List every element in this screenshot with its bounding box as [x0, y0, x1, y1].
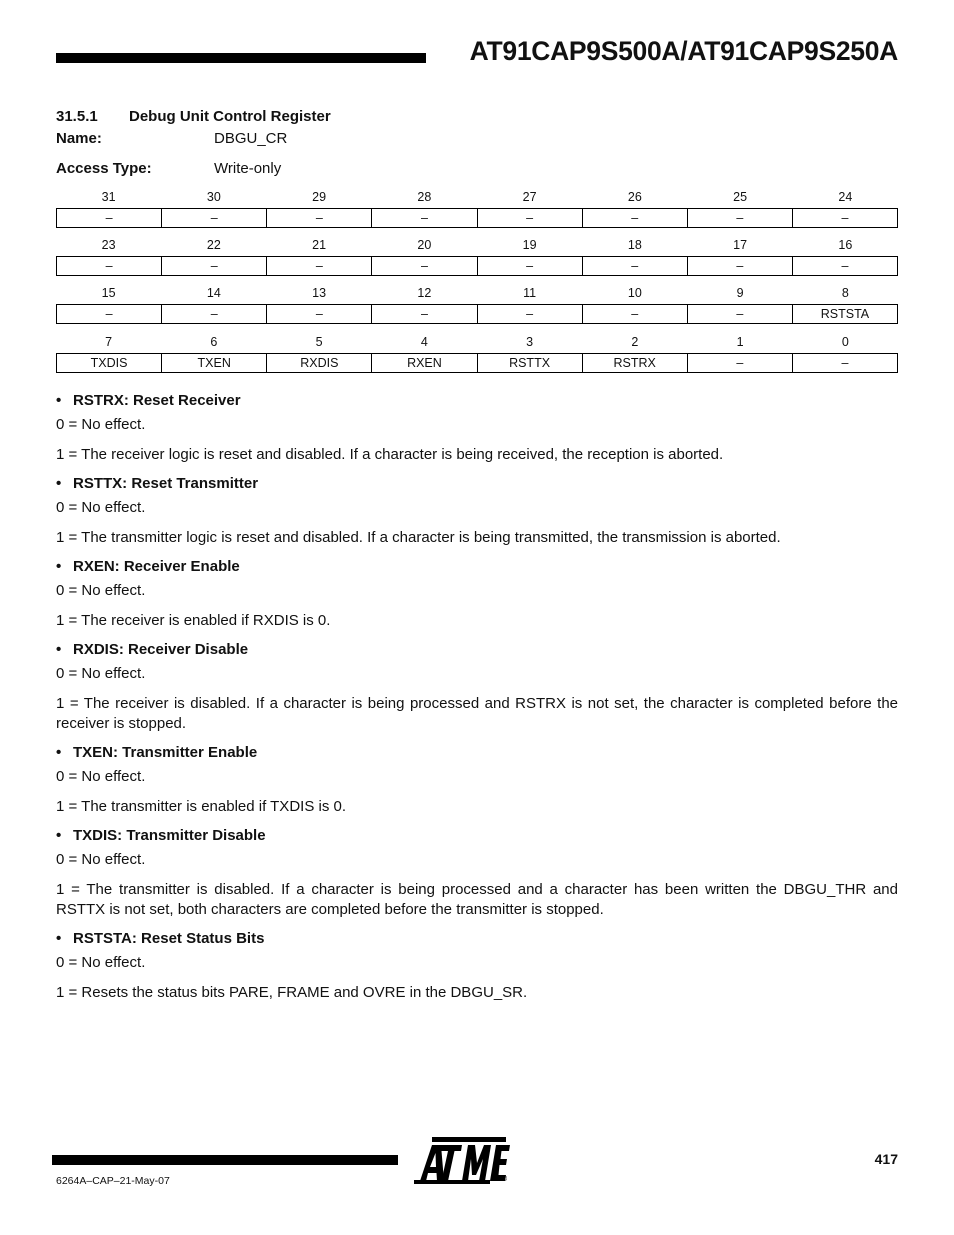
field-descriptions: [56, 391, 898, 1003]
bit-number: 27: [522, 190, 537, 204]
field-cell: –: [477, 305, 582, 323]
field-cell: –: [792, 354, 897, 372]
section-heading: [56, 108, 331, 125]
field-cell: –: [792, 209, 897, 227]
field-cell: –: [371, 209, 476, 227]
field-zero-desc: 0 = No effect.: [56, 851, 146, 868]
access-type-label: Access Type:: [56, 160, 152, 177]
register-row: [56, 190, 898, 228]
field-zero-desc: 0 = No effect.: [56, 954, 146, 971]
registered-mark: ®: [502, 1176, 508, 1183]
register-name-label: Name:: [56, 130, 102, 147]
field-one-desc: 1 = The receiver is enabled if RXDIS is 0.: [56, 612, 331, 629]
field-cell-row: [56, 256, 898, 276]
field-cell: –: [266, 257, 371, 275]
bit-number: 30: [206, 190, 221, 204]
register-name-row: [56, 130, 287, 147]
register-row: [56, 335, 898, 373]
field-cell-row: [56, 208, 898, 228]
field-one-desc: 1 = The transmitter logic is reset and disabled. If a character is being transmitted, the transmission is aborted.: [56, 529, 781, 546]
field-zero-desc: 0 = No effect.: [56, 582, 146, 599]
field-cell: –: [266, 305, 371, 323]
field-heading: [56, 640, 898, 660]
field-cell: –: [582, 257, 687, 275]
access-type-value: Write-only: [214, 160, 282, 177]
bit-number: 17: [733, 238, 748, 252]
bit-number: 11: [523, 286, 537, 300]
bullet-icon: •: [56, 641, 62, 658]
field-one-desc: 1 = Resets the status bits PARE, FRAME and OVRE in the DBGU_SR.: [56, 984, 528, 1001]
field-cell: –: [477, 209, 582, 227]
bit-number: 9: [736, 286, 744, 300]
bit-number: 10: [627, 286, 642, 300]
field-cell: –: [371, 257, 476, 275]
field-cell: –: [266, 209, 371, 227]
bit-number: 13: [312, 286, 327, 300]
bit-number: 25: [733, 190, 748, 204]
bit-number: 3: [526, 335, 534, 349]
bit-number: 21: [312, 238, 327, 252]
field-heading-text: TXEN: Transmitter Enable: [73, 744, 258, 761]
page-number: 417: [874, 1151, 898, 1167]
bit-number: 28: [417, 190, 432, 204]
field-heading: [56, 826, 898, 846]
field-one-desc: 1 = The receiver logic is reset and disabled. If a character is being received, the reception is aborted.: [56, 446, 724, 463]
bit-number-row: [56, 335, 898, 353]
document-code: 6264A–CAP–21-May-07: [56, 1175, 170, 1187]
register-name-value: DBGU_CR: [214, 130, 288, 147]
field-heading: [56, 474, 898, 494]
field-one-desc: 1 = The transmitter is disabled. If a character is being processed and a character has been written the DBGU_THR and RSTTX is not set, both characters are completed before the transmitter is stopped.: [56, 881, 898, 918]
field-zero-desc: 0 = No effect.: [56, 499, 146, 516]
bit-number: 24: [838, 190, 853, 204]
page-header-title: AT91CAP9S500A/AT91CAP9S250A: [469, 36, 898, 66]
bit-number: 1: [736, 335, 744, 349]
field-heading-text: RSTSTA: Reset Status Bits: [73, 930, 265, 947]
bit-number: 5: [315, 335, 323, 349]
field-cell: RSTRX: [582, 354, 687, 372]
bit-number: 14: [206, 286, 221, 300]
field-cell: –: [371, 305, 476, 323]
bit-number: 22: [206, 238, 221, 252]
bit-number: 15: [101, 286, 116, 300]
field-cell: –: [105, 211, 113, 225]
bit-number: 12: [417, 286, 432, 300]
bullet-icon: •: [56, 475, 62, 492]
field-cell: –: [161, 209, 266, 227]
footer-rule: [52, 1155, 398, 1165]
bit-number: 8: [841, 286, 849, 300]
bullet-icon: •: [56, 744, 62, 761]
field-cell: RXDIS: [266, 354, 371, 372]
field-cell: –: [161, 305, 266, 323]
access-type-row: [56, 160, 281, 177]
field-one-desc: 1 = The transmitter is enabled if TXDIS is 0.: [56, 798, 346, 815]
bit-number: 26: [627, 190, 642, 204]
field-cell: –: [105, 259, 113, 273]
bullet-icon: •: [56, 930, 62, 947]
field-cell-row: [56, 353, 898, 373]
field-cell: RXEN: [371, 354, 476, 372]
bullet-icon: •: [56, 827, 62, 844]
field-heading: [56, 929, 898, 949]
atmel-logo: [410, 1137, 514, 1190]
bit-number: 0: [841, 335, 849, 349]
header-rule: [56, 53, 426, 63]
bit-number: 20: [417, 238, 432, 252]
bit-number: 16: [838, 238, 853, 252]
bullet-icon: •: [56, 558, 62, 575]
bit-number: 31: [101, 190, 116, 204]
bit-number: 7: [105, 335, 113, 349]
field-heading-text: RXEN: Receiver Enable: [73, 558, 240, 575]
field-cell-row: [56, 304, 898, 324]
field-heading-text: RSTRX: Reset Receiver: [73, 392, 241, 409]
field-cell: –: [687, 209, 792, 227]
bit-number: 29: [312, 190, 327, 204]
field-zero-desc: 0 = No effect.: [56, 768, 146, 785]
field-cell: –: [687, 257, 792, 275]
field-cell: –: [687, 354, 792, 372]
bit-number: 19: [522, 238, 537, 252]
bit-number-row: [56, 286, 898, 304]
bit-number: 4: [420, 335, 428, 349]
field-one-desc: 1 = The receiver is disabled. If a character is being processed and RSTRX is not set, the character is completed before the receiver is stopped.: [56, 695, 898, 732]
field-cell: –: [161, 257, 266, 275]
field-cell: –: [792, 257, 897, 275]
bit-number-row: [56, 238, 898, 256]
field-heading: [56, 391, 898, 411]
field-cell: –: [582, 209, 687, 227]
bit-number: 23: [101, 238, 116, 252]
field-cell: –: [105, 307, 113, 321]
section-number: 31.5.1: [56, 108, 98, 125]
field-heading: [56, 557, 898, 577]
field-cell: TXDIS: [90, 356, 128, 370]
register-row: [56, 238, 898, 276]
bit-number: 2: [631, 335, 639, 349]
bit-number-row: [56, 190, 898, 208]
field-cell: RSTTX: [477, 354, 582, 372]
field-heading: [56, 743, 898, 763]
bit-number: 6: [210, 335, 218, 349]
field-cell: –: [477, 257, 582, 275]
field-cell: TXEN: [161, 354, 266, 372]
field-cell: –: [582, 305, 687, 323]
bit-number: 18: [627, 238, 642, 252]
field-zero-desc: 0 = No effect.: [56, 416, 146, 433]
field-heading-text: TXDIS: Transmitter Disable: [73, 827, 266, 844]
field-cell: RSTSTA: [792, 305, 897, 323]
field-heading-text: RSTTX: Reset Transmitter: [73, 475, 259, 492]
field-heading-text: RXDIS: Receiver Disable: [73, 641, 249, 658]
section-title: Debug Unit Control Register: [129, 108, 331, 125]
field-zero-desc: 0 = No effect.: [56, 665, 146, 682]
register-row: [56, 286, 898, 324]
field-cell: –: [687, 305, 792, 323]
bullet-icon: •: [56, 392, 62, 409]
